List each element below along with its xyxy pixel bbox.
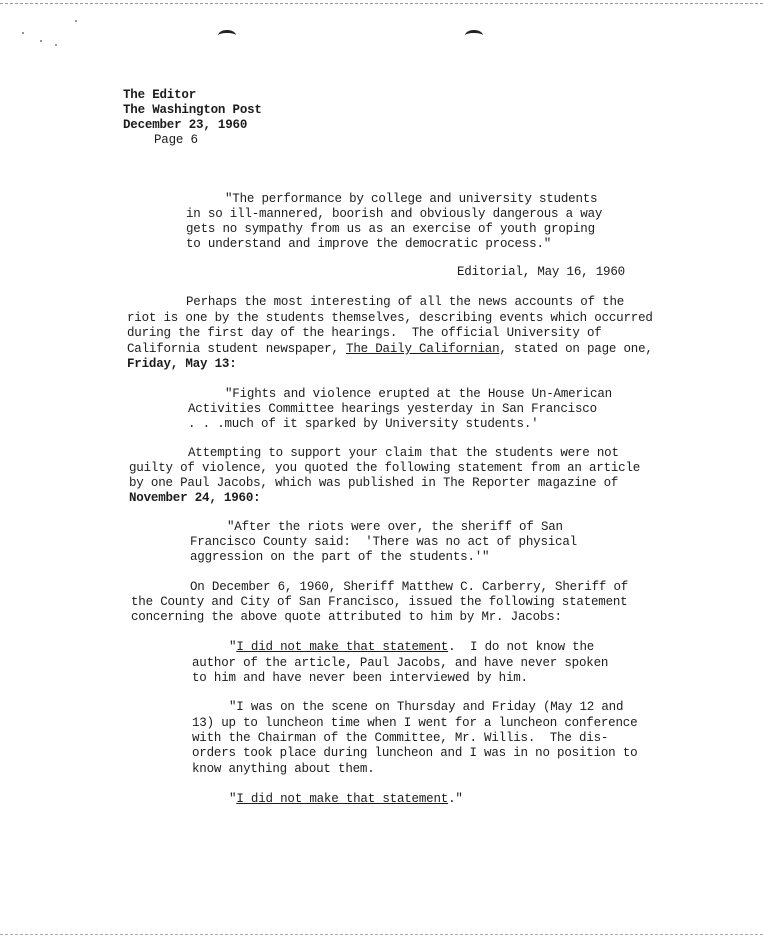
header-newspaper: The Washington Post xyxy=(123,103,262,117)
quote4-line xyxy=(229,792,463,807)
newspaper-title: The Daily Californian xyxy=(346,342,500,356)
quote3-line: aggression on the part of the students.'" xyxy=(190,550,490,564)
quote1-line: "The performance by college and university students xyxy=(225,192,598,206)
statement-underlined: I did not make that statement xyxy=(236,792,449,806)
quote4-line: "I was on the scene on Thursday and Friday (May 12 and xyxy=(229,700,624,714)
header-page-number: Page 6 xyxy=(154,133,198,147)
quote3-line: Francisco County said: 'There was no act of physical xyxy=(190,535,577,549)
quote4-line: with the Chairman of the Committee, Mr. Willis. The dis- xyxy=(192,731,609,745)
quote2-line: Activities Committee hearings yesterday in San Francisco xyxy=(188,402,597,416)
scan-speck xyxy=(40,40,42,42)
quote2-line: . . .much of it sparked by University students.' xyxy=(188,417,539,431)
para1-line: riot is one by the students themselves, describing events which occurred xyxy=(127,311,653,325)
quote4-line: to him and have never been interviewed by him. xyxy=(192,671,528,685)
para3-line: concerning the above quote attributed to him by Mr. Jacobs: xyxy=(131,610,562,624)
page-top-edge xyxy=(0,3,763,4)
punch-hole-mark-right xyxy=(465,30,483,41)
para3-line: the County and City of San Francisco, issued the following statement xyxy=(131,595,628,609)
header-date: December 23, 1960 xyxy=(123,118,248,132)
quote-mark: ." xyxy=(448,792,463,806)
quote1-line: in so ill-mannered, boorish and obviously dangerous a way xyxy=(186,207,603,221)
quote-mark: " xyxy=(229,792,237,806)
scan-speck xyxy=(75,20,77,22)
quote4-line xyxy=(229,640,594,655)
header-editor: The Editor xyxy=(123,88,197,102)
quote4-line: orders took place during luncheon and I was in no position to xyxy=(192,746,638,760)
para1-line: Perhaps the most interesting of all the news accounts of the xyxy=(186,295,625,309)
page-bottom-edge xyxy=(0,934,763,935)
para3-line: On December 6, 1960, Sheriff Matthew C. Carberry, Sheriff of xyxy=(190,580,629,594)
para2-line: by one Paul Jacobs, which was published in The Reporter magazine of xyxy=(129,476,619,490)
para1-text: , stated on page one, xyxy=(499,342,653,356)
para1-line xyxy=(127,342,653,357)
quote4-line: author of the article, Paul Jacobs, and have never spoken xyxy=(192,656,609,670)
punch-hole-mark-left xyxy=(218,30,236,41)
statement-underlined: I did not make that statement xyxy=(236,640,449,654)
scan-speck xyxy=(22,32,24,34)
para2-line: November 24, 1960: xyxy=(129,491,261,505)
quote2-line: "Fights and violence erupted at the House Un-American xyxy=(225,387,612,401)
para1-line: during the first day of the hearings. The official University of xyxy=(127,326,602,340)
quote1-attribution: Editorial, May 16, 1960 xyxy=(457,265,625,279)
para2-line: guilty of violence, you quoted the following statement from an article xyxy=(129,461,641,475)
quote1-line: to understand and improve the democratic process." xyxy=(186,237,552,251)
para1-text: California student newspaper, xyxy=(127,342,347,356)
para1-line: Friday, May 13: xyxy=(127,357,237,371)
quote4-text: . I do not know the xyxy=(448,640,595,654)
quote3-line: "After the riots were over, the sheriff of San xyxy=(227,520,563,534)
quote4-line: 13) up to luncheon time when I went for a luncheon conference xyxy=(192,716,638,730)
scan-speck xyxy=(55,44,57,46)
quote-mark: " xyxy=(229,640,237,654)
para2-line: Attempting to support your claim that the students were not xyxy=(188,446,619,460)
quote4-line: know anything about them. xyxy=(192,762,375,776)
quote1-line: gets no sympathy from us as an exercise of youth groping xyxy=(186,222,595,236)
